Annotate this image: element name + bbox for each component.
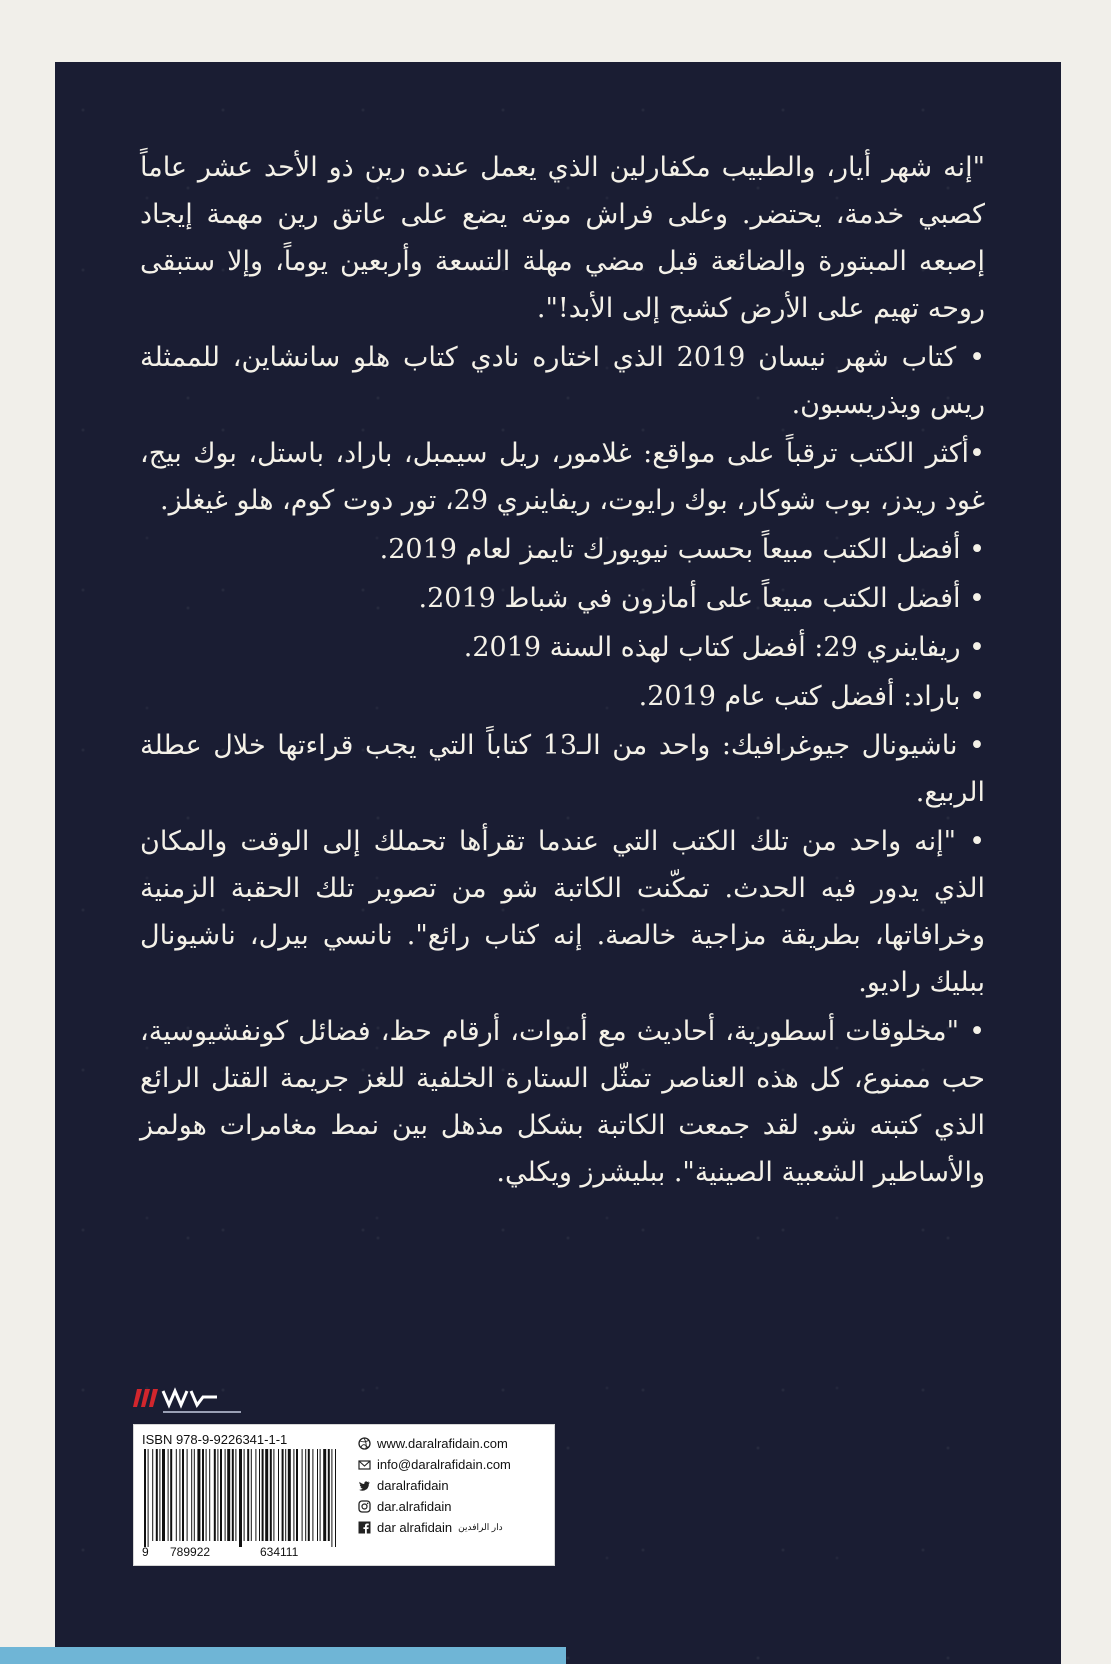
contact-twitter xyxy=(358,1475,548,1496)
blurb-paragraph: • أفضل الكتب مبيعاً بحسب نيويورك تايمز لعام 2019. xyxy=(379,534,985,565)
barcode-digit-left: 9 xyxy=(142,1545,149,1559)
barcode-bar xyxy=(159,1449,160,1541)
barcode-bar xyxy=(162,1449,165,1541)
barcode-bar xyxy=(168,1449,169,1541)
barcode-bar xyxy=(323,1449,326,1541)
barcode-panel xyxy=(133,1424,555,1566)
barcode-bar xyxy=(176,1449,177,1541)
barcode-bar xyxy=(206,1449,207,1541)
barcode-bar xyxy=(182,1449,184,1541)
contact-instagram xyxy=(358,1496,548,1517)
barcode-bar xyxy=(225,1449,226,1541)
blurb-paragraph: • أفضل الكتب مبيعاً على أمازون في شباط 2019. xyxy=(418,583,985,614)
barcode-bar xyxy=(273,1449,274,1541)
contact-website-text: www.daralrafidain.com xyxy=(377,1436,508,1451)
barcode-bar xyxy=(239,1449,242,1547)
contact-website xyxy=(358,1433,548,1454)
barcode-bar xyxy=(293,1449,294,1541)
barcode-bar xyxy=(302,1449,303,1541)
barcode-bar xyxy=(244,1449,245,1541)
barcode-bar xyxy=(232,1449,234,1541)
dribbble-icon xyxy=(358,1437,371,1450)
barcode-bar xyxy=(331,1449,332,1547)
barcode-bar xyxy=(328,1449,330,1541)
barcode-bar xyxy=(235,1449,236,1541)
barcode-bar xyxy=(191,1449,192,1541)
instagram-icon xyxy=(358,1500,371,1513)
barcode-bar xyxy=(247,1449,249,1541)
barcode-bar xyxy=(194,1449,195,1541)
contact-instagram-text: dar.alrafidain xyxy=(377,1499,452,1514)
barcode-bar xyxy=(251,1449,252,1541)
barcode-bar xyxy=(308,1449,310,1541)
barcode-digits-right: 634111 xyxy=(260,1545,299,1559)
barcode-bar xyxy=(179,1449,180,1541)
barcode-bar xyxy=(285,1449,286,1541)
barcode-bar xyxy=(144,1449,146,1547)
barcode-bar xyxy=(152,1449,153,1541)
contact-facebook xyxy=(358,1517,548,1538)
publisher-contacts xyxy=(358,1433,548,1538)
barcode-bar xyxy=(187,1449,188,1541)
blurb-paragraph: • "مخلوقات أسطورية، أحاديث مع أموات، أرقام حظ، فضائل كونفشيوسية، حب ممنوع، كل هذه العناصر تمثّل الستارة الخلفية للغز جريمة القتل الرائع الذي كتبته شو. لقد جمعت الكاتبة بشكل مذهل بين نمط مغامرات هولمز والأساطير الشعبية الصينية". ببليشرز ويكلي. xyxy=(140,1016,985,1188)
barcode-bar xyxy=(255,1449,256,1541)
barcode-digits-mid: 789922 xyxy=(170,1545,211,1559)
contact-email xyxy=(358,1454,548,1475)
contact-facebook-text: dar alrafidain xyxy=(377,1520,453,1535)
blurb-paragraph: • ناشيونال جيوغرافيك: واحد من الـ13 كتاباً التي يجب قراءتها خلال عطلة الربيع. xyxy=(140,730,985,808)
mail-icon xyxy=(358,1458,371,1471)
barcode-bar xyxy=(305,1449,306,1541)
barcode-bar xyxy=(288,1449,291,1541)
barcode-bar xyxy=(270,1449,272,1541)
barcode-bar xyxy=(209,1449,210,1541)
isbn-label: ISBN 978-9-9226341-1-1 xyxy=(142,1432,288,1447)
blurb-paragraph: • كتاب شهر نيسان 2019 الذي اختاره نادي كتاب هلو سانشاين، للممثلة ريس ويذريسبون. xyxy=(140,342,986,420)
barcode-bar xyxy=(317,1449,318,1541)
barcode xyxy=(142,1449,340,1547)
publisher-arabic-name: دار الرافدين xyxy=(458,1522,503,1532)
barcode-bar xyxy=(278,1449,279,1541)
blurb-text xyxy=(140,144,985,1198)
barcode-bar xyxy=(156,1449,158,1541)
barcode-bar xyxy=(320,1449,321,1541)
blurb-paragraph: • "إنه واحد من تلك الكتب التي عندما تقرأها تحملك إلى الوقت والمكان الذي يدور فيه الحدث. تمكّنت الكاتبة شو من تصوير تلك الحقبة الزمنية وخرافاتها، بطريقة مزاجية خالصة. إنه كتاب رائع". نانسي بيرل، ناشيونال ببليك راديو. xyxy=(140,826,985,998)
barcode-bar xyxy=(227,1449,230,1541)
barcode-bar xyxy=(217,1449,218,1541)
barcode-bar xyxy=(148,1449,149,1547)
barcode-bar xyxy=(197,1449,200,1541)
blue-strip xyxy=(0,1647,566,1664)
contact-email-text: info@daralrafidain.com xyxy=(377,1457,511,1472)
barcode-bar xyxy=(214,1449,216,1541)
publisher-logo xyxy=(133,1385,293,1419)
blurb-paragraph: • ريفاينري 29: أفضل كتاب لهذه السنة 2019. xyxy=(463,632,985,663)
blurb-paragraph: • باراد: أفضل كتب عام 2019. xyxy=(638,681,985,712)
barcode-bar xyxy=(335,1449,336,1547)
blurb-paragraph: "إنه شهر أيار، والطبيب مكفارلين الذي يعمل عنده رين ذو الأحد عشر عاماً كصبي خدمة، يحتضر. وعلى فراش موته يضع على عاتق رين مهمة إيجاد إصبعه المبتورة والضائعة قبل مضي مهلة التسعة وأربعين يوماً، وإلا ستبقى روحه تهيم على الأرض كشبح إلى الأبد!". xyxy=(140,152,985,324)
barcode-bar xyxy=(312,1449,313,1541)
barcode-bar xyxy=(282,1449,284,1541)
barcode-bar xyxy=(296,1449,298,1541)
twitter-icon xyxy=(358,1479,371,1492)
contact-twitter-text: daralrafidain xyxy=(377,1478,449,1493)
barcode-bar xyxy=(220,1449,222,1541)
barcode-bar xyxy=(265,1449,268,1541)
barcode-bar xyxy=(259,1449,260,1541)
barcode-bar xyxy=(202,1449,204,1541)
blurb-paragraph: •أكثر الكتب ترقباً على مواقع: غلامور، ريل سيمبل، باراد، باستل، بوك بيج، غود ريدز، بوب شوكار، بوك رايوت، ريفاينري 29، تور دوت كوم، هلو غيغلز. xyxy=(140,438,985,516)
facebook-icon xyxy=(358,1521,371,1534)
barcode-bar xyxy=(170,1449,172,1541)
barcode-bar xyxy=(262,1449,264,1541)
